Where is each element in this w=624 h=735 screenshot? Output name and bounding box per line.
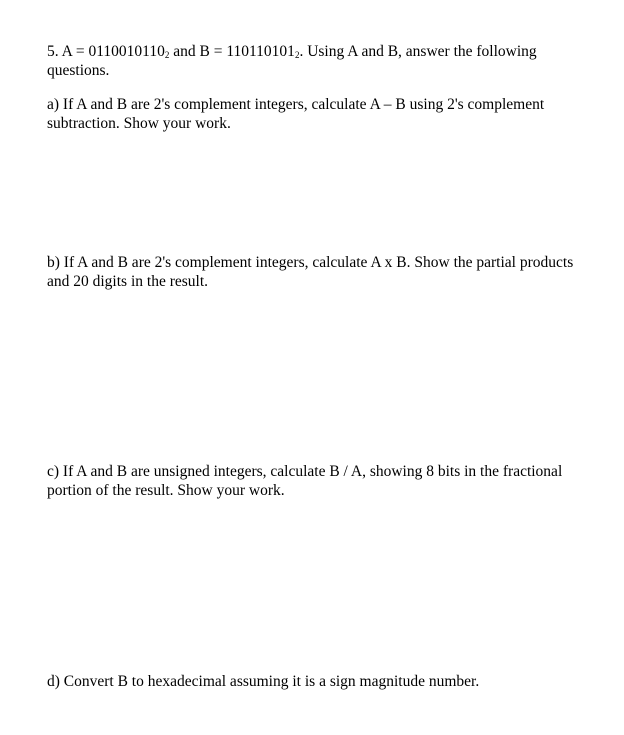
b-value: 110110101 bbox=[226, 43, 295, 60]
a-base: 2 bbox=[164, 50, 170, 60]
part-c-text: c) If A and B are unsigned integers, calculate B / A, showing 8 bits in the fractional portion of the result. Show your work. bbox=[47, 463, 563, 499]
b-base: 2 bbox=[294, 50, 300, 60]
a-label: A = bbox=[61, 43, 89, 60]
part-a-text: a) If A and B are 2's complement integers, calculate A – B using 2's complement subtraction. Show your work. bbox=[47, 96, 545, 132]
part-d-text: d) Convert B to hexadecimal assuming it is a sign magnitude number. bbox=[47, 673, 480, 690]
part-b-text: b) If A and B are 2's complement integers, calculate A x B. Show the partial products and 20 digits in the result. bbox=[47, 254, 574, 290]
a-value: 0110010110 bbox=[88, 43, 165, 60]
b-label: and B = bbox=[169, 43, 227, 60]
intro-rest: . Using A and B, answer the following questions. bbox=[47, 43, 537, 79]
question-number: 5. bbox=[47, 43, 59, 60]
question-intro bbox=[47, 42, 587, 80]
